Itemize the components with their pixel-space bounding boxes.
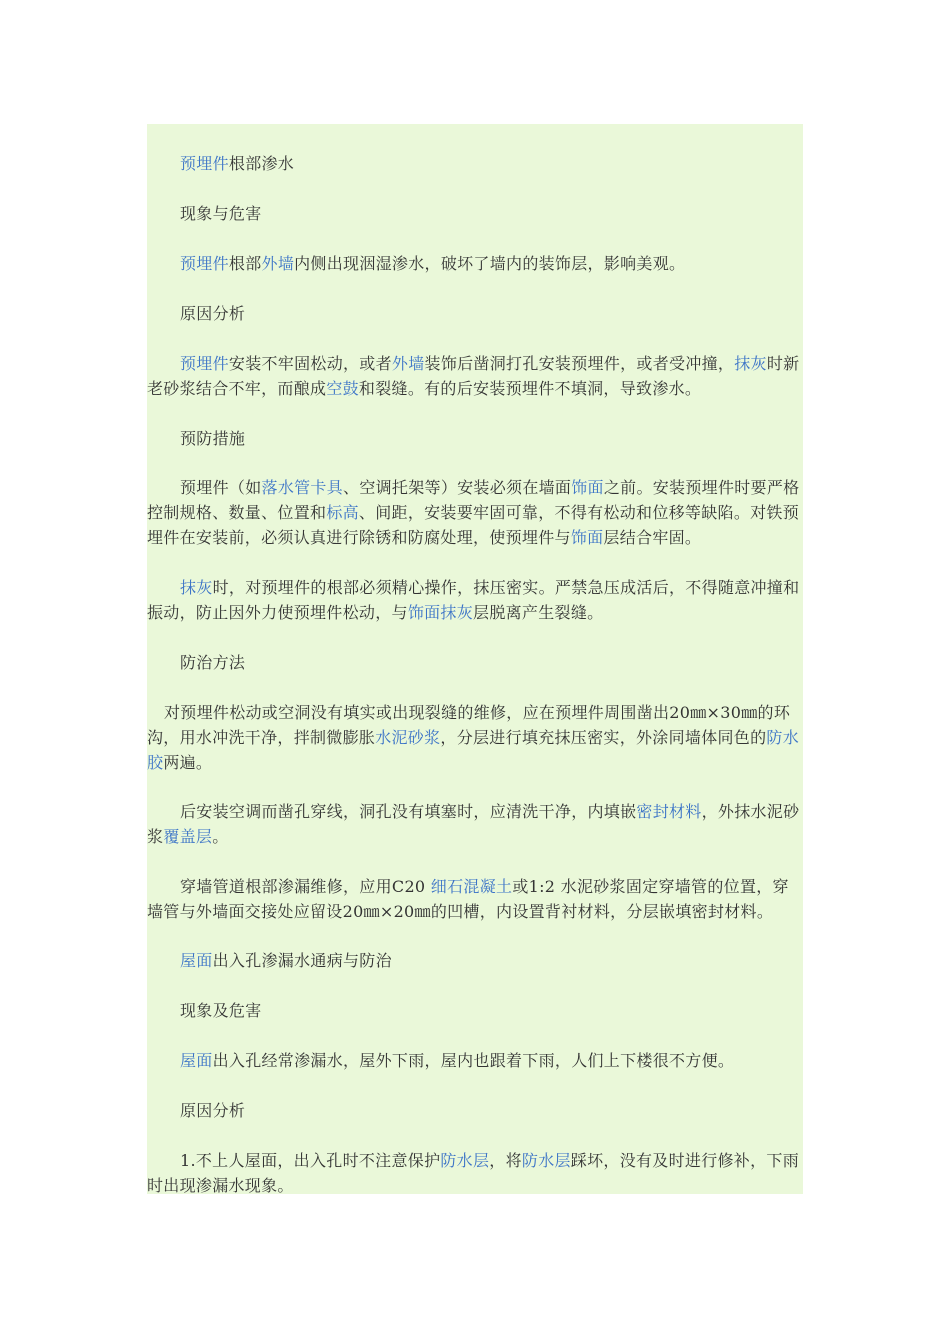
paragraph-15 — [147, 1048, 803, 1073]
link-text[interactable]: 饰面 — [571, 478, 604, 497]
section-heading: 预防措施 — [180, 429, 246, 448]
text-segment: 时，对预埋件的根部必须精心操作，抹压密实。严禁急压成活后，不得随意冲撞和振动，防止因外力使预埋件松动，与 — [147, 578, 800, 622]
paragraph-7 — [147, 475, 803, 550]
section-heading: 防治方法 — [180, 653, 246, 672]
text-segment: ，将 — [489, 1151, 522, 1170]
paragraph-10 — [147, 700, 803, 775]
link-text[interactable]: 饰面抹灰 — [407, 603, 474, 622]
text-segment: 层结合牢固。 — [603, 528, 702, 547]
paragraph-12 — [147, 874, 803, 924]
link-text[interactable]: 防水胶 — [147, 728, 800, 772]
paragraph-13 — [147, 948, 803, 973]
text-segment: 穿墙管道根部渗漏维修，应用C20 — [180, 877, 431, 896]
paragraph-5 — [147, 351, 803, 401]
link-text[interactable]: 外墙 — [391, 354, 425, 373]
text-segment: ，分层进行填充抹压密实，外涂同墙体同色的 — [440, 728, 767, 747]
link-text[interactable]: 屋面 — [180, 951, 213, 970]
text-segment: 两遍。 — [163, 753, 213, 772]
paragraph-9 — [147, 650, 803, 675]
text-segment: 、空调托架等）安装必须在墙面 — [343, 478, 572, 497]
paragraph-14 — [147, 998, 803, 1023]
text-segment: 预埋件（如 — [180, 478, 262, 497]
text-segment: 之前。安装预埋件时要严格控制规格、数量、位置和 — [147, 478, 800, 522]
paragraph-17 — [147, 1148, 803, 1194]
section-heading: 现象与危害 — [180, 204, 262, 223]
paragraph-1 — [147, 151, 803, 176]
paragraph-11 — [147, 799, 803, 849]
text-segment: 踩坏，没有及时进行修补，下雨时出现渗漏水现象。 — [147, 1151, 799, 1194]
paragraph-16 — [147, 1098, 803, 1123]
link-text[interactable]: 标高 — [326, 503, 359, 522]
section-heading: 现象及危害 — [180, 1001, 262, 1020]
text-segment: 层脱离产生裂缝。 — [473, 603, 604, 622]
paragraph-4 — [147, 301, 803, 326]
section-heading: 原因分析 — [180, 1101, 246, 1120]
link-text[interactable]: 密封材料 — [636, 802, 702, 821]
text-segment: 根部渗水 — [228, 154, 295, 173]
link-text[interactable]: 预埋件 — [180, 254, 229, 273]
paragraph-8 — [147, 575, 803, 625]
text-segment: 根部 — [228, 254, 262, 273]
section-heading: 原因分析 — [180, 304, 246, 323]
text-segment: 。 — [212, 827, 229, 846]
text-segment: 装饰后凿洞打孔安装预埋件，或者受冲撞， — [424, 354, 735, 373]
text-segment: 出入孔经常渗漏水，屋外下雨，屋内也跟着下雨，人们上下楼很不方便。 — [212, 1051, 735, 1070]
link-text[interactable]: 防水层 — [440, 1151, 490, 1170]
link-text[interactable]: 预埋件 — [180, 154, 229, 173]
text-segment: 安装不牢固松动，或者 — [228, 354, 392, 373]
paragraph-3 — [147, 251, 803, 276]
text-segment: ，外抹水泥砂浆 — [147, 802, 800, 846]
text-segment: 对预埋件松动或空洞没有填实或出现裂缝的维修，应在预埋件周围凿出20㎜×30㎜的环沟，用水冲洗干净，拌制微膨胀 — [147, 703, 791, 747]
link-text[interactable]: 落水管卡具 — [261, 478, 344, 497]
link-text[interactable]: 空鼓 — [326, 379, 359, 398]
link-text[interactable]: 抹灰 — [734, 354, 767, 373]
text-segment: 内侧出现洇湿渗水，破坏了墙内的装饰层，影响美观。 — [294, 254, 686, 273]
text-segment: 后安装空调而凿孔穿线，洞孔没有填塞时，应清洗干净，内填嵌 — [180, 802, 637, 821]
link-text[interactable]: 预埋件 — [180, 354, 229, 373]
paragraph-2 — [147, 201, 803, 226]
paragraph-6 — [147, 426, 803, 451]
text-segment: 和裂缝。有的后安装预埋件不填洞，导致渗水。 — [358, 379, 702, 398]
link-text[interactable]: 外墙 — [261, 254, 295, 273]
link-text[interactable]: 屋面 — [180, 1051, 213, 1070]
link-text[interactable]: 抹灰 — [180, 578, 213, 597]
link-text[interactable]: 防水层 — [521, 1151, 571, 1170]
link-text[interactable]: 覆盖层 — [163, 827, 213, 846]
document-content — [147, 124, 803, 1194]
link-text[interactable]: 饰面 — [570, 528, 604, 547]
text-segment: 出入孔渗漏水通病与防治 — [212, 951, 392, 970]
text-segment: 1.不上人屋面，出入孔时不注意保护 — [180, 1151, 441, 1170]
link-text[interactable]: 水泥砂浆 — [375, 728, 441, 747]
text-segment: 或1:2 水泥砂浆固定穿墙管的位置，穿墙管与外墙面交接处应留设20㎜×20㎜的凹槽，内设置背衬材料，分层嵌填密封材料。 — [147, 877, 789, 921]
text-segment: 时新老砂浆结合不牢，而酿成 — [147, 354, 800, 398]
text-segment: 、间距，安装要牢固可靠，不得有松动和位移等缺陷。对铁预埋件在安装前，必须认真进行除锈和防腐处理，使预埋件与 — [147, 503, 800, 547]
link-text[interactable]: 细石混凝土 — [430, 877, 513, 896]
